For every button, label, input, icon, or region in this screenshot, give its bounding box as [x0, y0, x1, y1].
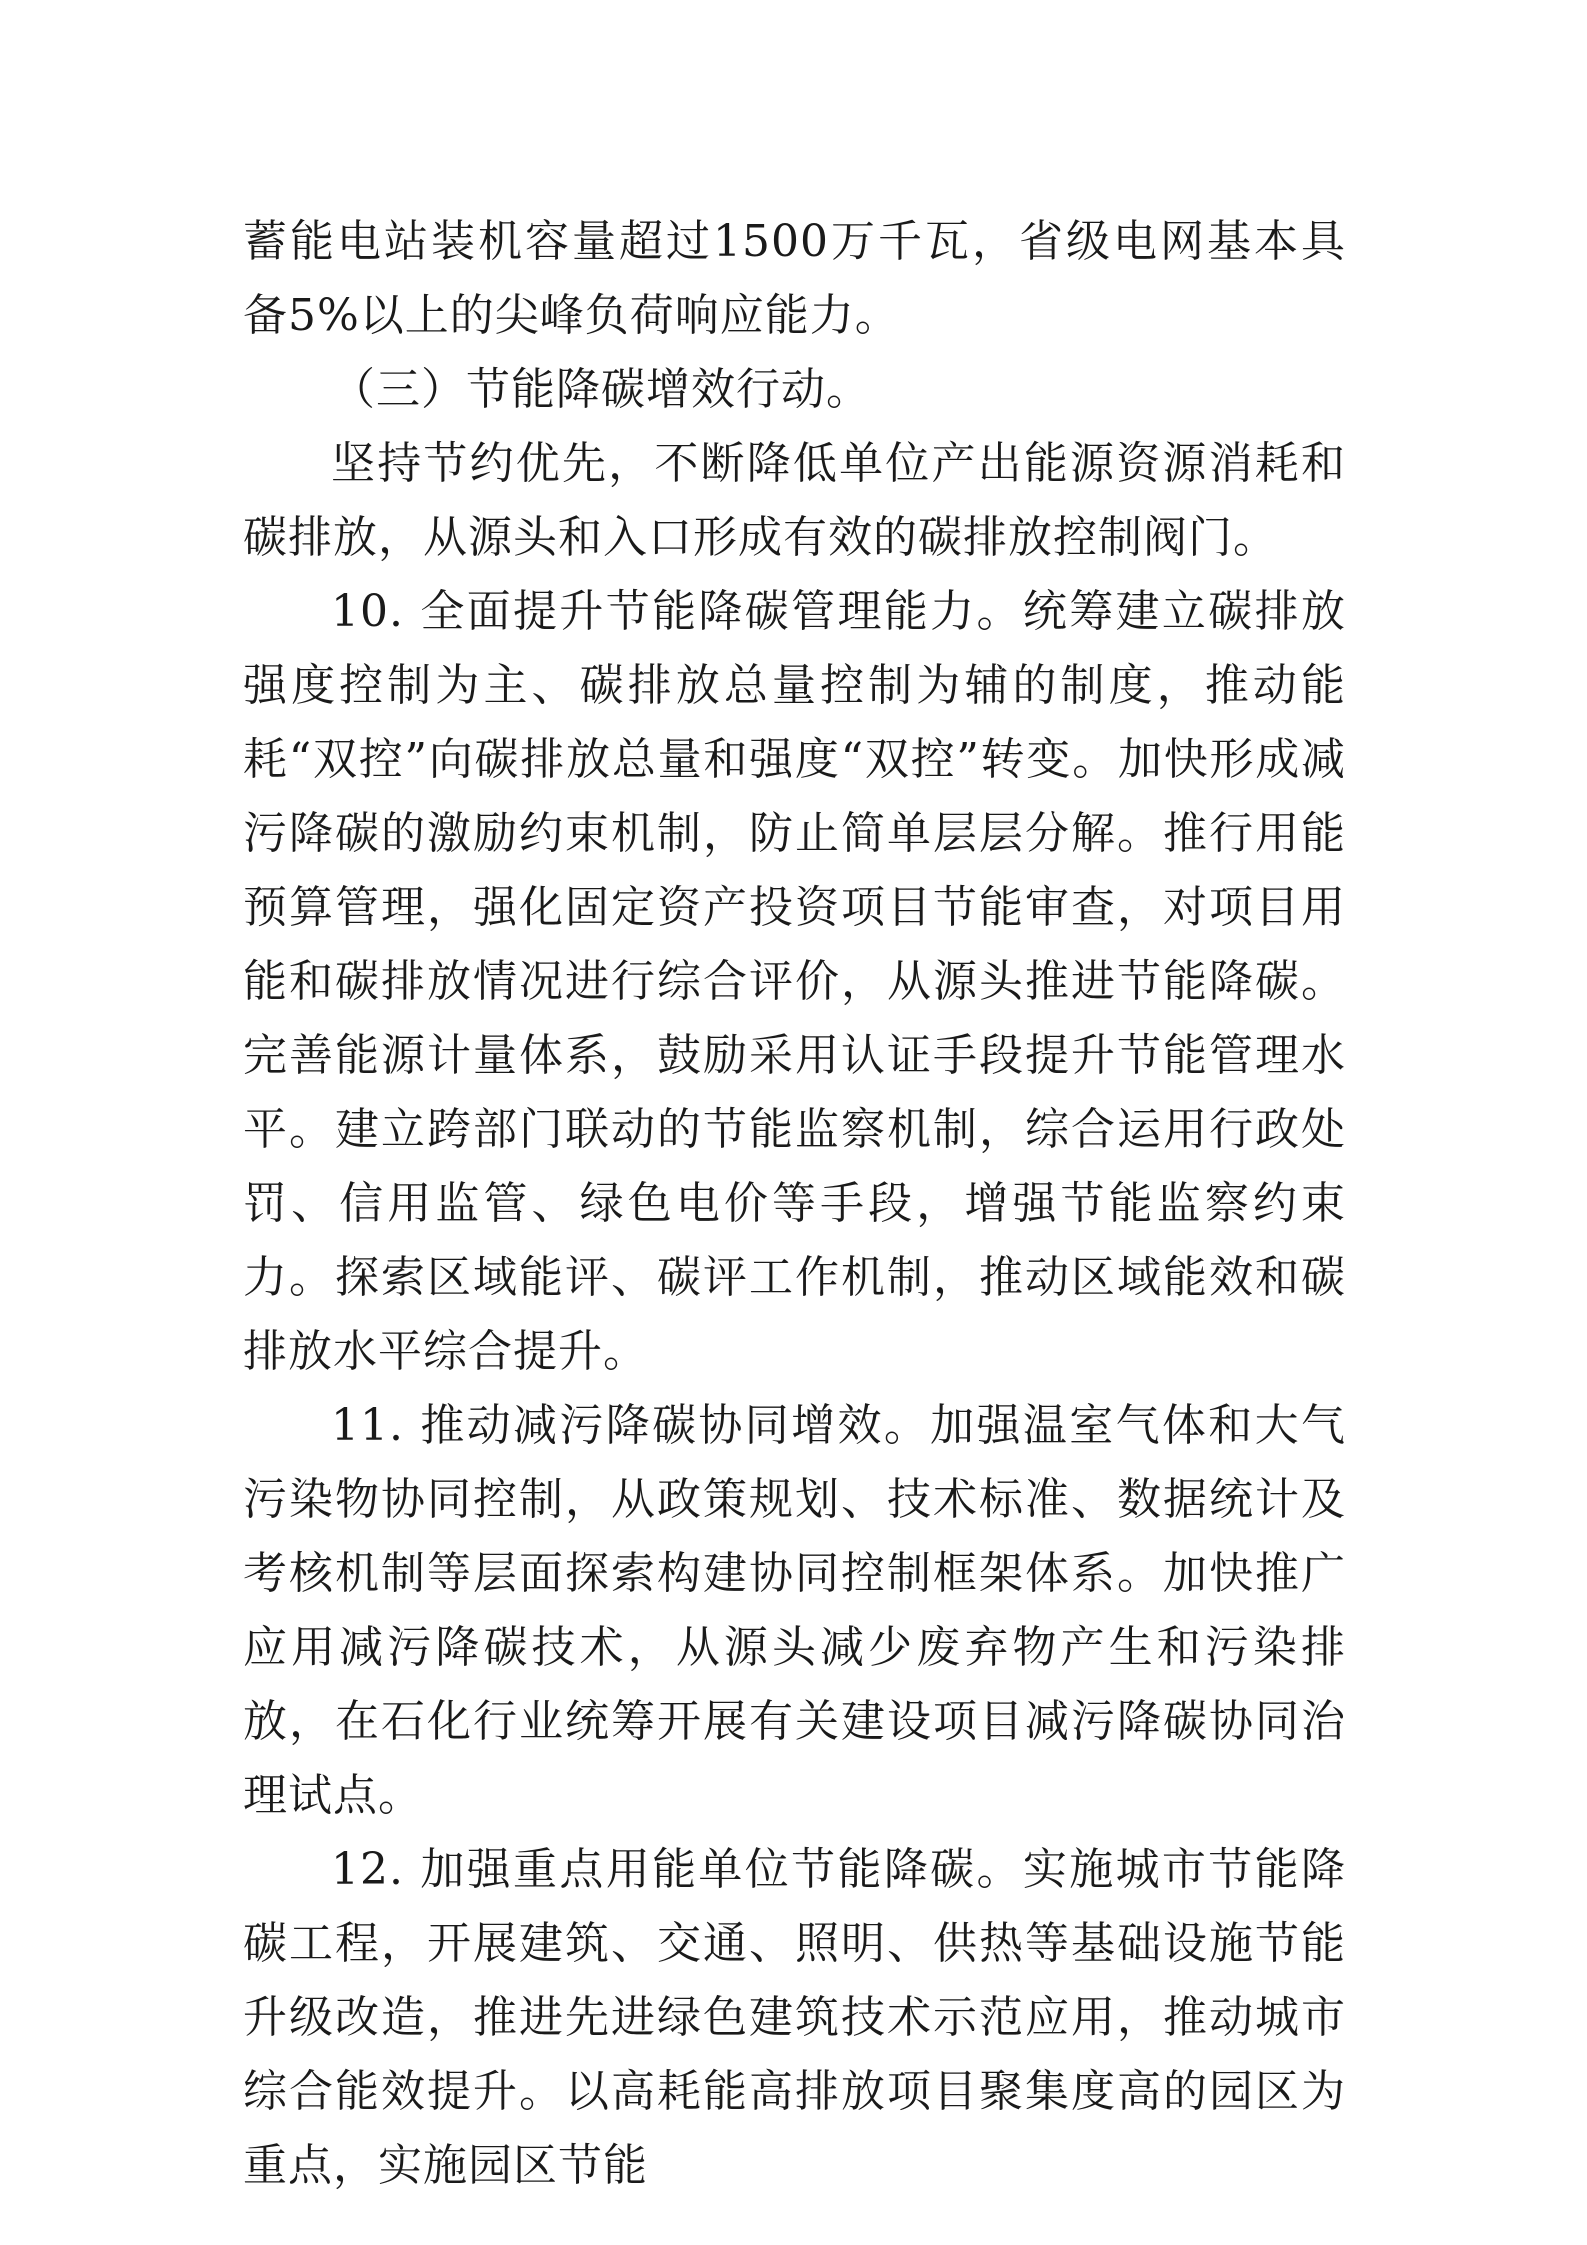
paragraph-item-10: 10. 全面提升节能降碳管理能力。统筹建立碳排放强度控制为主、碳排放总量控制为辅的制度，推动能耗“双控”向碳排放总量和强度“双控”转变。加快形成减污降碳的激励约束机制，防止简单层层分解。推行用能预算管理，强化固定资产投资项目节能审查，对项目用能和碳排放情况进行综合评价，从源头推进节能降碳。完善能源计量体系，鼓励采用认证手段提升节能管理水平。建立跨部门联动的节能监察机制，综合运用行政处罚、信用监管、绿色电价等手段，增强节能监察约束力。探索区域能评、碳评工作机制，推动区域能效和碳排放水平综合提升。: [243, 586, 1346, 1377]
paragraph-principle: 坚持节约优先，不断降低单位产出能源资源消耗和碳排放，从源头和入口形成有效的碳排放控制阀门。: [243, 438, 1346, 563]
paragraph-item-12: 12. 加强重点用能单位节能降碳。实施城市节能降碳工程，开展建筑、交通、照明、供热等基础设施节能升级改造，推进先进绿色建筑技术示范应用，推动城市综合能效提升。以高耗能高排放项目聚集度高的园区为重点，实施园区节能: [243, 1844, 1346, 2191]
paragraph-item-11: 11. 推动减污降碳协同增效。加强温室气体和大气污染物协同控制，从政策规划、技术标准、数据统计及考核机制等层面探索构建协同控制框架体系。加快推广应用减污降碳技术，从源头减少废弃物产生和污染排放，在石化行业统筹开展有关建设项目减污降碳协同治理试点。: [243, 1400, 1346, 1821]
section-heading: （三）节能降碳增效行动。: [331, 364, 871, 415]
document-body: [243, 205, 1346, 2203]
paragraph-continuation: 蓄能电站装机容量超过1500万千瓦，省级电网基本具备5%以上的尖峰负荷响应能力。: [243, 216, 1346, 341]
